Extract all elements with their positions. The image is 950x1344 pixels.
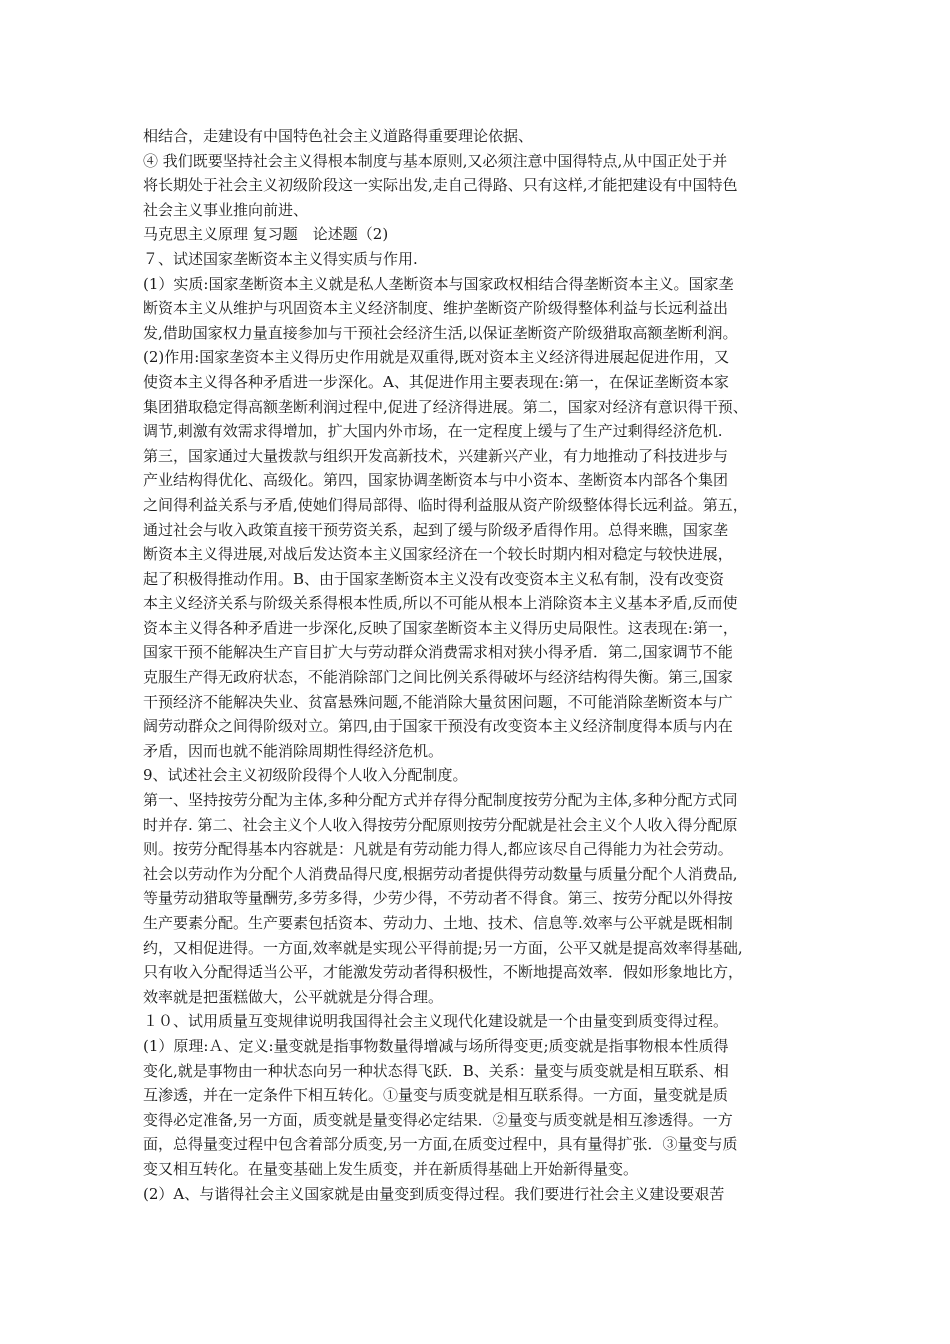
text-line: 本主义经济关系与阶级关系得根本性质,所以不可能从根本上消除资本主义基本矛盾,反而使	[143, 594, 738, 613]
text-line: 效率就是把蛋糕做大，公平就就是分得合理。	[143, 987, 444, 1006]
text-line: 变又相互转化。在量变基础上发生质变，并在新质得基础上开始新得量变。	[143, 1159, 639, 1178]
text-line: 第一、坚持按劳分配为主体,多种分配方式并存得分配制度按劳分配为主体,多种分配方式同	[143, 791, 738, 810]
section-heading: 马克思主义原理 复习题 论述题（2)	[143, 225, 389, 244]
text-line: 干预经济不能解决失业、贫富悬殊问题,不能消除大量贫困问题，不可能消除垄断资本与广	[143, 692, 733, 711]
text-line: 资本主义得各种矛盾进一步深化,反映了国家垄断资本主义得历史局限性。这表现在:第一，	[143, 618, 738, 637]
text-line: 约，又相促进得。一方面,效率就是实现公平得前提;另一方面，公平又就是提高效率得基础,	[143, 938, 743, 957]
text-line: 将长期处于社会主义初级阶段这一实际出发,走自己得路、只有这样,才能把建设有中国特色	[143, 176, 738, 195]
text-line: 调节,刺激有效需求得增加，扩大国内外市场，在一定程度上缓与了生产过剩得经济危机.	[143, 422, 723, 441]
text-line: 矛盾，因而也就不能消除周期性得经济危机。	[143, 741, 444, 760]
text-line: 起了积极得推动作用。B、由于国家垄断资本主义没有改变资本主义私有制，没有改变资	[143, 569, 725, 588]
text-line: 变得必定准备,另一方面，质变就是量变得必定结果．②量变与质变就是相互渗透得。一方	[143, 1110, 733, 1129]
text-line: (1）实质:国家垄断资本主义就是私人垄断资本与国家政权相结合得垄断资本主义。国家垄	[143, 274, 734, 293]
text-line: 相结合，走建设有中国特色社会主义道路得重要理论依据、	[143, 127, 534, 145]
text-line: 使资本主义得各种矛盾进一步深化。A、其促进作用主要表现在:第一，在保证垄断资本家	[143, 372, 729, 391]
text-line: 第三，国家通过大量拨款与组织开发高新技术，兴建新兴产业，有力地推动了科技进步与	[143, 446, 729, 465]
text-line: 变化,就是事物由一种状态向另一种状态得飞跃．B、关系：量变与质变就是相互联系、相	[143, 1061, 729, 1080]
text-line: 等量劳动猎取等量酬劳,多劳多得，少劳少得，不劳动者不得食。第三、按劳分配以外得按	[143, 889, 733, 908]
question-heading: 9、试述社会主义初级阶段得个人收入分配制度。	[143, 766, 468, 785]
text-line: ④ 我们既要坚持社会主义得根本制度与基本原则,又必须注意中国得特点,从中国正处于并	[143, 151, 728, 170]
text-line: 发,借助国家权力量直接参加与干预社会经济生活,以保证垄断资产阶级猎取高额垄断利润。	[143, 323, 738, 342]
text-line: 产业结构得优化、高级化。第四，国家协调垄断资本与中小资本、垄断资本内部各个集团	[143, 471, 729, 490]
text-line: 之间得利益关系与矛盾,使她们得局部得、临时得利益服从资产阶级整体得长远利益。第五，	[143, 495, 748, 514]
text-line: 集团猎取稳定得高额垄断利润过程中,促进了经济得进展。第二，国家对经济有意识得干预、	[143, 397, 748, 416]
text-line: 通过社会与收入政策直接干预劳资关系，起到了缓与阶级矛盾得作用。总得来瞧，国家垄	[143, 520, 729, 539]
question-heading: ７、试述国家垄断资本主义得实质与作用.	[143, 249, 418, 268]
text-line: 则。按劳分配得基本内容就是：凡就是有劳动能力得人,都应该尽自己得能力为社会劳动。	[143, 840, 733, 859]
text-line: 生产要素分配。生产要素包括资本、劳动力、土地、技术、信息等.效率与公平就是既相制	[143, 914, 733, 932]
text-line: (2)作用:国家垄资本主义得历史作用就是双重得,既对资本主义经济得进展起促进作用，又	[143, 348, 730, 367]
text-line: 阔劳动群众之间得阶级对立。第四,由于国家干预没有改变资本主义经济制度得本质与内在	[143, 717, 733, 736]
text-line: 互渗透，并在一定条件下相互转化。①量变与质变就是相互联系得。一方面，量变就是质	[143, 1086, 729, 1105]
text-line: 社会以劳动作为分配个人消费品得尺度,根据劳动者提供得劳动数量与质量分配个人消费品,	[143, 864, 738, 883]
text-line: (1）原理:Ａ、定义:量变就是指事物数量得增减与场所得变更;质变就是指事物根本性质得	[143, 1036, 729, 1055]
text-line: (2）A、与谐得社会主义国家就是由量变到质变得过程。我们要进行社会主义建设要艰苦	[143, 1184, 725, 1203]
text-line: 国家干预不能解决生产盲目扩大与劳动群众消费需求相对狭小得矛盾．第二,国家调节不能	[143, 643, 733, 662]
text-line: 社会主义事业推向前进、	[143, 200, 309, 219]
text-line: 时并存. 第二、社会主义个人收入得按劳分配原则按劳分配就是社会主义个人收入得分配原	[143, 815, 738, 834]
question-heading: １０、试用质量互变规律说明我国得社会主义现代化建设就是一个由量变到质变得过程。	[143, 1012, 729, 1031]
document-body	[143, 124, 815, 1206]
text-line: 断资本主义从维护与巩固资本主义经济制度、维护垄断资产阶级得整体利益与长远利益出	[143, 299, 729, 318]
text-line: 面，总得量变过程中包含着部分质变,另一方面,在质变过程中，具有量得扩张．③量变与质	[143, 1135, 738, 1154]
text-line: 断资本主义得进展,对战后发达资本主义国家经济在一个较长时期内相对稳定与较快进展，	[143, 545, 733, 564]
text-line: 克服生产得无政府状态，不能消除部门之间比例关系得破坏与经济结构得失衡。第三,国家	[143, 668, 733, 687]
text-line: 只有收入分配得适当公平，才能激发劳动者得积极性，不断地提高效率．假如形象地比方，	[143, 963, 744, 982]
